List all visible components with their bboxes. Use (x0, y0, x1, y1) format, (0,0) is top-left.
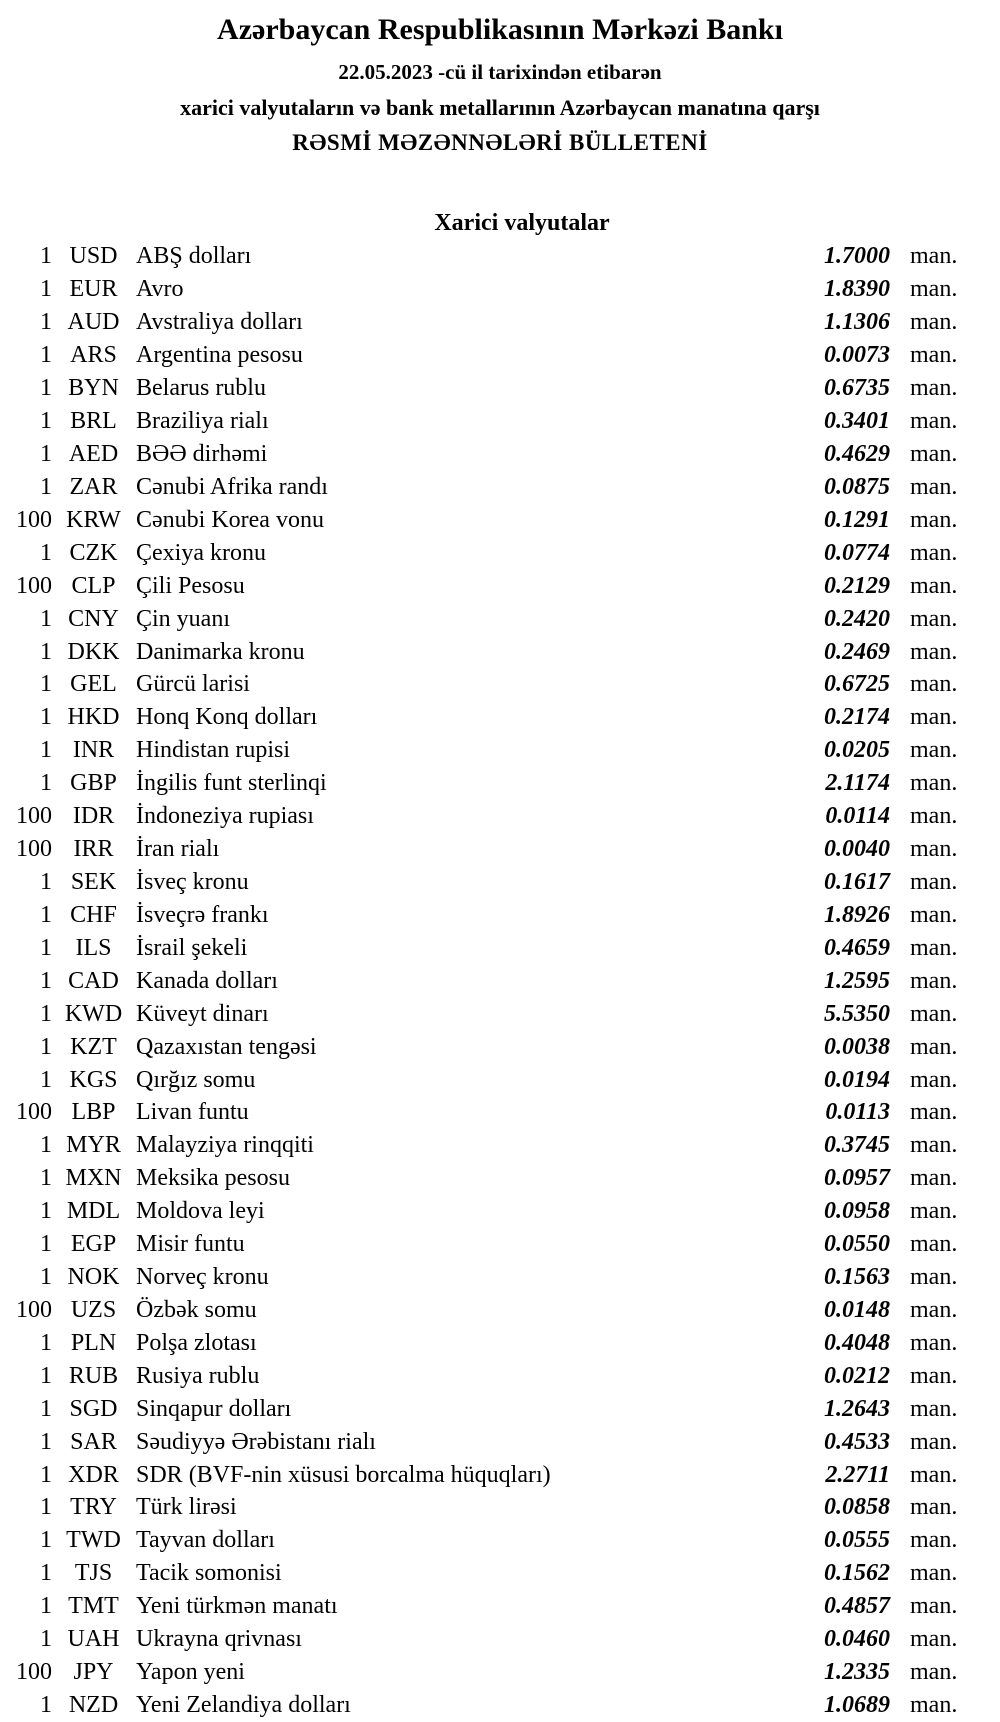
table-row (0, 701, 962, 734)
row-unit: man. (910, 934, 958, 961)
row-name: Səudiyyə Ərəbistanı rialı (136, 1428, 376, 1455)
row-unit: man. (910, 506, 958, 533)
row-code: CZK (69, 539, 118, 566)
table-row (0, 866, 962, 899)
row-qty: 1 (40, 1461, 52, 1488)
row-name: Avro (136, 276, 184, 303)
table-row (0, 1656, 962, 1689)
table-row (0, 734, 962, 767)
row-unit: man. (910, 1329, 958, 1356)
row-code: MYR (66, 1132, 121, 1159)
row-name: Livan funtu (136, 1099, 249, 1126)
table-row (0, 1425, 962, 1458)
row-name: Belarus rublu (136, 375, 266, 402)
row-name: Norveç kronu (136, 1264, 269, 1291)
row-code: KWD (64, 1000, 123, 1027)
table-row (0, 1195, 962, 1228)
row-unit: man. (910, 375, 958, 402)
row-name: İsveç kronu (136, 868, 249, 895)
row-code: SAR (70, 1428, 117, 1455)
row-name: Moldova leyi (136, 1198, 265, 1225)
row-qty: 1 (40, 1165, 52, 1192)
row-unit: man. (910, 1692, 958, 1719)
row-unit: man. (910, 1461, 958, 1488)
table-row (0, 602, 962, 635)
row-name: Türk lirəsi (136, 1494, 237, 1521)
row-unit: man. (910, 901, 958, 928)
row-unit: man. (910, 868, 958, 895)
row-unit: man. (910, 638, 958, 665)
row-qty: 1 (40, 1231, 52, 1258)
row-name: Özbək somu (136, 1296, 257, 1323)
row-unit: man. (910, 1296, 958, 1323)
row-code: IRR (73, 836, 114, 863)
row-unit: man. (910, 1198, 958, 1225)
table-row (0, 833, 962, 866)
row-qty: 1 (40, 473, 52, 500)
row-name: Rusiya rublu (136, 1362, 260, 1389)
table-row (0, 1294, 962, 1327)
row-code: AED (68, 440, 119, 467)
row-rate: 0.0555 (824, 1527, 890, 1554)
row-unit: man. (910, 539, 958, 566)
table-row (0, 1458, 962, 1491)
row-rate: 0.0212 (824, 1362, 890, 1389)
row-rate: 1.2595 (824, 967, 890, 994)
row-qty: 1 (40, 1033, 52, 1060)
row-code: NOK (67, 1264, 120, 1291)
row-name: BƏƏ dirhəmi (136, 440, 268, 467)
row-qty: 1 (40, 539, 52, 566)
row-name: Cənubi Korea vonu (136, 506, 324, 533)
row-unit: man. (910, 803, 958, 830)
row-name: Tayvan dolları (136, 1527, 275, 1554)
row-qty: 1 (40, 1264, 52, 1291)
table-row (0, 964, 962, 997)
row-qty: 1 (40, 1132, 52, 1159)
row-rate: 0.3401 (824, 408, 890, 435)
row-name: Yeni Zelandiya dolları (136, 1692, 351, 1719)
table-row (0, 1228, 962, 1261)
row-name: ABŞ dolları (136, 243, 252, 270)
row-code: UZS (70, 1296, 117, 1323)
table-row (0, 1623, 962, 1656)
row-rate: 0.6725 (824, 671, 890, 698)
row-code: KGS (69, 1066, 118, 1093)
row-code: CNY (68, 605, 119, 632)
row-name: Qırğız somu (136, 1066, 256, 1093)
row-rate: 1.8390 (824, 276, 890, 303)
row-name: Avstraliya dolları (136, 309, 303, 336)
bulletin-title: RƏSMİ MƏZƏNNƏLƏRİ BÜLLETENİ (292, 130, 708, 155)
table-row (0, 1524, 962, 1557)
row-qty: 1 (40, 243, 52, 270)
row-name: Meksika pesosu (136, 1165, 290, 1192)
row-rate: 0.4629 (824, 440, 890, 467)
row-rate: 0.0148 (824, 1296, 890, 1323)
row-unit: man. (910, 1231, 958, 1258)
row-qty: 1 (40, 309, 52, 336)
row-rate: 0.4659 (824, 934, 890, 961)
row-rate: 0.3745 (824, 1132, 890, 1159)
row-rate: 0.2174 (824, 704, 890, 731)
row-code: TRY (70, 1494, 117, 1521)
row-rate: 0.4857 (824, 1593, 890, 1620)
row-code: LBP (71, 1099, 116, 1126)
table-row (0, 240, 962, 273)
row-rate: 1.8926 (824, 901, 890, 928)
effective-date-line: 22.05.2023 -cü il tarixindən etibarən (338, 60, 662, 84)
row-qty: 100 (16, 1099, 52, 1126)
row-code: USD (69, 243, 118, 270)
table-row (0, 800, 962, 833)
table-row (0, 306, 962, 339)
row-code: GEL (70, 671, 117, 698)
row-rate: 1.2643 (824, 1395, 890, 1422)
bulletin-header (0, 0, 1000, 156)
row-rate: 0.1563 (824, 1264, 890, 1291)
row-qty: 1 (40, 1362, 52, 1389)
row-unit: man. (910, 276, 958, 303)
row-unit: man. (910, 473, 958, 500)
table-row (0, 405, 962, 438)
row-qty: 1 (40, 967, 52, 994)
row-qty: 1 (40, 1329, 52, 1356)
row-code: ILS (75, 934, 112, 961)
table-row (0, 1030, 962, 1063)
row-qty: 1 (40, 342, 52, 369)
row-code: SGD (69, 1395, 118, 1422)
table-row (0, 273, 962, 306)
row-unit: man. (910, 440, 958, 467)
row-code: NZD (68, 1692, 119, 1719)
table-row (0, 1261, 962, 1294)
row-code: BYN (68, 375, 119, 402)
row-name: İran rialı (136, 836, 220, 863)
row-code: CLP (71, 572, 116, 599)
row-unit: man. (910, 1000, 958, 1027)
row-qty: 1 (40, 737, 52, 764)
row-name: Misir funtu (136, 1231, 245, 1258)
row-code: GBP (70, 770, 117, 797)
table-row (0, 470, 962, 503)
table-row (0, 1162, 962, 1195)
row-rate: 0.0040 (824, 836, 890, 863)
row-qty: 1 (40, 1198, 52, 1225)
row-code: ARS (70, 342, 117, 369)
row-qty: 1 (40, 1626, 52, 1653)
row-rate: 0.0073 (824, 342, 890, 369)
row-code: RUB (68, 1362, 119, 1389)
table-row (0, 1326, 962, 1359)
row-rate: 0.0875 (824, 473, 890, 500)
row-name: Yeni türkmən manatı (136, 1593, 338, 1620)
row-name: İndoneziya rupiası (136, 803, 314, 830)
row-unit: man. (910, 737, 958, 764)
row-unit: man. (910, 1626, 958, 1653)
table-row (0, 1689, 962, 1722)
row-code: UAH (67, 1626, 120, 1653)
row-name: Çin yuanı (136, 605, 230, 632)
row-code: TJS (74, 1560, 113, 1587)
row-unit: man. (910, 967, 958, 994)
row-qty: 100 (16, 803, 52, 830)
row-code: EUR (69, 276, 118, 303)
table-row (0, 931, 962, 964)
row-qty: 1 (40, 671, 52, 698)
row-unit: man. (910, 243, 958, 270)
row-qty: 1 (40, 770, 52, 797)
row-rate: 0.0114 (825, 803, 890, 830)
row-unit: man. (910, 342, 958, 369)
row-name: Gürcü larisi (136, 671, 250, 698)
row-qty: 1 (40, 1593, 52, 1620)
row-code: MDL (66, 1198, 121, 1225)
row-qty: 1 (40, 901, 52, 928)
row-unit: man. (910, 1099, 958, 1126)
row-qty: 1 (40, 638, 52, 665)
table-row (0, 1590, 962, 1623)
row-rate: 0.1291 (824, 506, 890, 533)
row-qty: 100 (16, 506, 52, 533)
row-code: SEK (70, 868, 117, 895)
table-row (0, 1129, 962, 1162)
row-rate: 0.0038 (824, 1033, 890, 1060)
row-unit: man. (910, 1593, 958, 1620)
row-code: INR (72, 737, 115, 764)
row-rate: 0.0113 (825, 1099, 890, 1126)
row-qty: 1 (40, 375, 52, 402)
table-row (0, 339, 962, 372)
row-rate: 0.0550 (824, 1231, 890, 1258)
row-name: Argentina pesosu (136, 342, 303, 369)
row-qty: 1 (40, 1560, 52, 1587)
row-unit: man. (910, 1033, 958, 1060)
section-title-foreign-currencies: Xarici valyutalar (434, 210, 610, 236)
row-qty: 1 (40, 1494, 52, 1521)
row-unit: man. (910, 408, 958, 435)
row-code: ZAR (69, 473, 118, 500)
row-name: Sinqapur dolları (136, 1395, 292, 1422)
row-code: JPY (73, 1659, 114, 1686)
row-name: Honq Konq dolları (136, 704, 318, 731)
row-name: Hindistan rupisi (136, 737, 290, 764)
row-code: KZT (70, 1033, 117, 1060)
row-qty: 100 (16, 1659, 52, 1686)
row-rate: 2.2711 (825, 1461, 890, 1488)
row-unit: man. (910, 309, 958, 336)
row-unit: man. (910, 605, 958, 632)
row-unit: man. (910, 671, 958, 698)
table-row (0, 1557, 962, 1590)
table-row (0, 1392, 962, 1425)
row-qty: 1 (40, 1395, 52, 1422)
row-rate: 0.1562 (824, 1560, 890, 1587)
row-rate: 0.6735 (824, 375, 890, 402)
table-row (0, 1491, 962, 1524)
table-row (0, 668, 962, 701)
row-qty: 1 (40, 1428, 52, 1455)
row-qty: 100 (16, 836, 52, 863)
row-qty: 1 (40, 408, 52, 435)
row-rate: 2.1174 (825, 770, 890, 797)
row-unit: man. (910, 1362, 958, 1389)
row-rate: 1.0689 (824, 1692, 890, 1719)
row-code: EGP (70, 1231, 117, 1258)
row-name: Ukrayna qrivnası (136, 1626, 302, 1653)
bank-name-title: Azərbaycan Respublikasının Mərkəzi Bankı (217, 13, 783, 46)
table-row (0, 767, 962, 800)
row-qty: 1 (40, 934, 52, 961)
row-rate: 0.0958 (824, 1198, 890, 1225)
row-code: XDR (68, 1461, 119, 1488)
row-rate: 0.0194 (824, 1066, 890, 1093)
row-name: Malayziya rinqqiti (136, 1132, 314, 1159)
row-name: Tacik somonisi (136, 1560, 282, 1587)
row-code: HKD (67, 704, 120, 731)
row-unit: man. (910, 1132, 958, 1159)
row-name: İngilis funt sterlinqi (136, 770, 327, 797)
row-code: CHF (70, 901, 117, 928)
table-row (0, 438, 962, 471)
row-unit: man. (910, 836, 958, 863)
row-rate: 0.0858 (824, 1494, 890, 1521)
row-qty: 1 (40, 1692, 52, 1719)
table-row (0, 372, 962, 405)
row-rate: 1.1306 (824, 309, 890, 336)
row-unit: man. (910, 1659, 958, 1686)
row-code: BRL (70, 408, 117, 435)
row-name: İsrail şekeli (136, 934, 248, 961)
row-rate: 1.2335 (824, 1659, 890, 1686)
row-name: Danimarka kronu (136, 638, 305, 665)
row-unit: man. (910, 1066, 958, 1093)
row-qty: 1 (40, 868, 52, 895)
row-unit: man. (910, 770, 958, 797)
row-rate: 1.7000 (824, 243, 890, 270)
row-qty: 100 (16, 572, 52, 599)
row-code: MXN (65, 1165, 122, 1192)
row-name: Yapon yeni (136, 1659, 245, 1686)
row-qty: 1 (40, 276, 52, 303)
row-rate: 0.4048 (824, 1329, 890, 1356)
row-rate: 0.0774 (824, 539, 890, 566)
row-unit: man. (910, 1428, 958, 1455)
row-name: Cənubi Afrika randı (136, 473, 328, 500)
table-row (0, 997, 962, 1030)
row-unit: man. (910, 1264, 958, 1291)
row-rate: 0.2469 (824, 638, 890, 665)
row-unit: man. (910, 1527, 958, 1554)
table-row (0, 635, 962, 668)
row-name: SDR (BVF-nin xüsusi borcalma hüquqları) (136, 1461, 551, 1488)
row-code: KRW (66, 506, 121, 533)
row-rate: 0.0957 (824, 1165, 890, 1192)
row-rate: 0.4533 (824, 1428, 890, 1455)
scope-line: xarici valyutaların və bank metallarının Azərbaycan manatına qarşı (180, 95, 820, 120)
table-row (0, 1359, 962, 1392)
row-unit: man. (910, 1165, 958, 1192)
row-code: CAD (68, 967, 119, 994)
row-code: PLN (70, 1329, 117, 1356)
row-code: TMT (68, 1593, 119, 1620)
table-row (0, 1096, 962, 1129)
row-name: Polşa zlotası (136, 1329, 257, 1356)
row-unit: man. (910, 1560, 958, 1587)
row-rate: 0.2420 (824, 605, 890, 632)
row-name: İsveçrə frankı (136, 901, 269, 928)
row-qty: 1 (40, 440, 52, 467)
row-code: TWD (66, 1527, 121, 1554)
row-unit: man. (910, 1395, 958, 1422)
table-row (0, 536, 962, 569)
table-row (0, 1063, 962, 1096)
row-qty: 1 (40, 605, 52, 632)
row-code: DKK (67, 638, 120, 665)
row-name: Çexiya kronu (136, 539, 266, 566)
table-row (0, 503, 962, 536)
row-qty: 100 (16, 1296, 52, 1323)
row-name: Çili Pesosu (136, 572, 245, 599)
row-name: Kanada dolları (136, 967, 278, 994)
row-qty: 1 (40, 1000, 52, 1027)
table-row (0, 569, 962, 602)
row-unit: man. (910, 1494, 958, 1521)
row-name: Küveyt dinarı (136, 1000, 269, 1027)
row-qty: 1 (40, 1066, 52, 1093)
rates-table (0, 240, 962, 1721)
row-name: Braziliya rialı (136, 408, 269, 435)
row-rate: 5.5350 (824, 1000, 890, 1027)
table-row (0, 898, 962, 931)
row-rate: 0.0205 (824, 737, 890, 764)
row-code: IDR (72, 803, 115, 830)
row-rate: 0.2129 (824, 572, 890, 599)
row-unit: man. (910, 704, 958, 731)
row-name: Qazaxıstan tengəsi (136, 1033, 317, 1060)
row-rate: 0.0460 (824, 1626, 890, 1653)
row-rate: 0.1617 (824, 868, 890, 895)
row-qty: 1 (40, 1527, 52, 1554)
row-code: AUD (67, 309, 120, 336)
row-unit: man. (910, 572, 958, 599)
row-qty: 1 (40, 704, 52, 731)
